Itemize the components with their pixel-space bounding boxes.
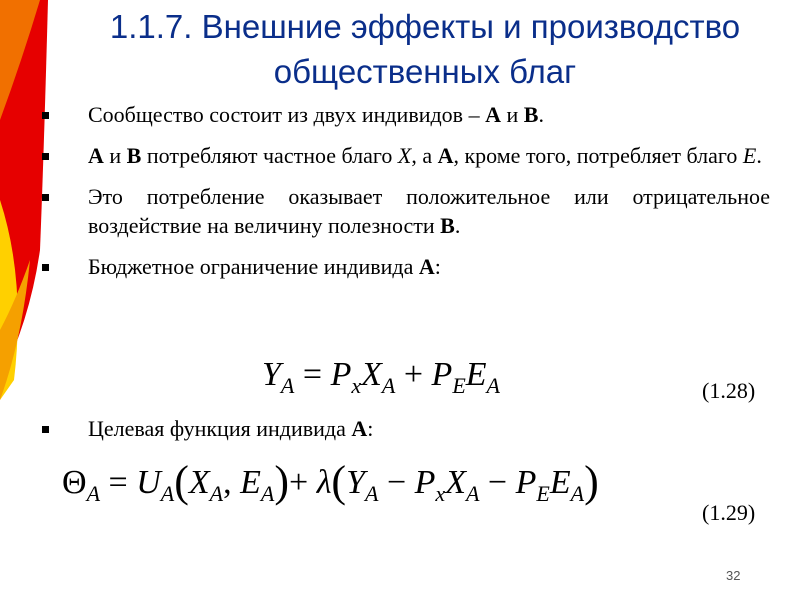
text: :: [434, 254, 441, 279]
text-bold: В: [126, 143, 142, 168]
bullet-icon: [42, 153, 49, 160]
equation-budget-constraint: $Y_A = P_xX_A + P_EE_A$: [262, 356, 500, 398]
text: .: [454, 213, 461, 238]
text-bold: А: [418, 254, 435, 279]
text: Сообщество состоит из двух индивидов –: [88, 102, 486, 127]
text-bold: А: [88, 143, 104, 168]
text: .: [756, 143, 762, 168]
text: и: [103, 143, 127, 168]
bullet-icon: [42, 112, 49, 119]
text-bold: В: [440, 213, 455, 238]
text: потребляют частное благо: [141, 143, 398, 168]
bullet-icon: [42, 194, 49, 201]
text-italic: Х: [397, 143, 412, 168]
bullet-item-1: [42, 100, 770, 129]
text: и: [500, 102, 524, 127]
text-bold: А: [351, 416, 368, 441]
text-bold: А: [485, 102, 501, 127]
text: :: [367, 416, 374, 441]
bullet-icon: [42, 264, 49, 271]
text: , кроме того, потребляет благо: [453, 143, 743, 168]
text: , а: [411, 143, 438, 168]
bullet-item-5: [42, 414, 800, 443]
text: Бюджетное ограничение индивида: [88, 254, 419, 279]
title-line-2: общественных благ: [273, 53, 577, 90]
title-line-1: 1.1.7. Внешние эффекты и производство: [109, 8, 741, 45]
text: .: [538, 102, 544, 127]
bullet-item-2: [42, 141, 770, 170]
text-italic: Е: [742, 143, 757, 168]
bullet-item-4: [42, 252, 770, 281]
bullet-item-3: [42, 182, 770, 240]
text-bold: А: [437, 143, 454, 168]
slide-title: [60, 4, 790, 94]
bullet-icon: [42, 426, 49, 433]
equation-number-1: (1.28): [702, 378, 756, 403]
equation-number-2: (1.29): [702, 500, 756, 525]
text: Это потребление оказывает положительное или отрицательное воздействие на величину полезности: [88, 184, 770, 238]
text: Целевая функция индивида: [88, 416, 352, 441]
equation-objective-function: $\Theta_A = U_A(X_A$, $E_A)+ \lambda(Y_A - P_xX_A - P_EE_A)$: [62, 457, 599, 506]
page-number: 32: [726, 568, 741, 583]
text-bold: В: [523, 102, 539, 127]
